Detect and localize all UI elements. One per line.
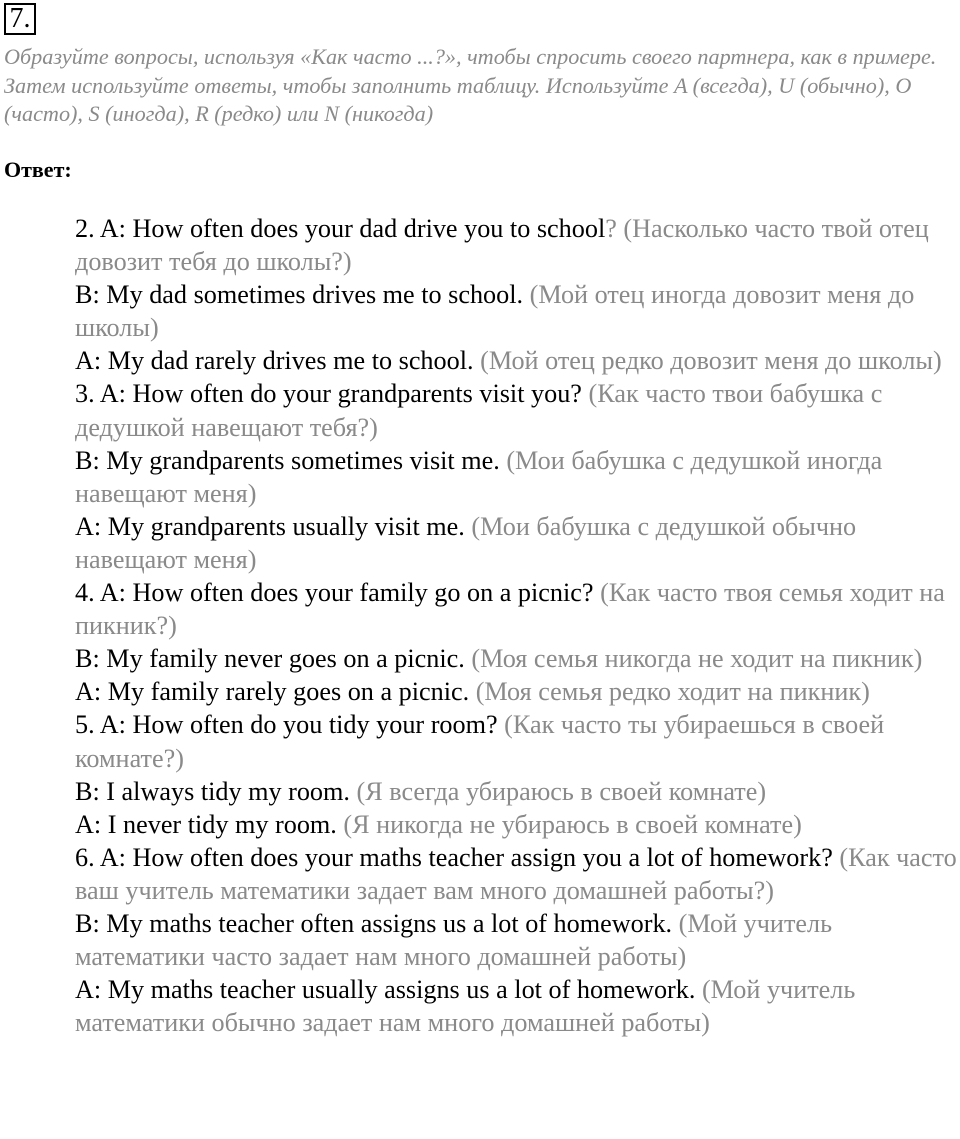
task-number-box: 7. xyxy=(4,3,36,35)
russian-translation: (Моя семья редко ходит на пикник) xyxy=(469,677,870,707)
russian-translation: (Как часто твои бабушка с дедушкой навещают тебя?) xyxy=(75,379,883,442)
english-sentence: A: My dad rarely drives me to school. xyxy=(75,346,474,376)
english-sentence: A: My maths teacher usually assigns us a lot of homework. xyxy=(75,975,696,1005)
answer-line xyxy=(75,212,960,278)
russian-translation: (Мой отец редко довозит меня до школы) xyxy=(473,346,942,376)
english-sentence: A: My grandparents usually visit me. xyxy=(75,511,465,541)
russian-translation: (Я всегда убираюсь в своей комнате) xyxy=(349,776,767,806)
russian-translation: (Моя семья никогда не ходит на пикник) xyxy=(464,644,923,674)
answer-line xyxy=(75,278,960,344)
russian-translation: (Мои бабушка с дедушкой обычно навещают меня) xyxy=(75,511,857,574)
english-sentence: B: My grandparents sometimes visit me. xyxy=(75,445,500,475)
answer-line xyxy=(75,576,960,642)
russian-translation: (Как часто твоя семья ходит на пикник?) xyxy=(75,578,945,641)
answer-line xyxy=(75,377,960,443)
answer-line xyxy=(75,642,960,675)
answer-label: Ответ: xyxy=(4,157,72,182)
answer-line xyxy=(75,841,960,907)
russian-translation: (Я никогда не убираюсь в своей комнате) xyxy=(336,809,802,839)
russian-translation: ? (Насколько часто твой отец довозит тебя до школы?) xyxy=(75,214,929,277)
answer-line xyxy=(75,973,960,1039)
answer-line xyxy=(75,344,960,377)
russian-translation: (Как часто ваш учитель математики задает вам много домашней работы?) xyxy=(75,842,957,905)
english-sentence: B: My family never goes on a picnic. xyxy=(75,644,465,674)
english-sentence: A: My family rarely goes on a picnic. xyxy=(75,677,470,707)
answer-line xyxy=(75,775,960,808)
russian-translation: (Мои бабушка с дедушкой иногда навещают меня) xyxy=(75,445,883,508)
answer-line xyxy=(75,444,960,510)
english-sentence: 4. A: How often does your family go on a picnic? xyxy=(75,578,594,608)
english-sentence: B: My dad sometimes drives me to school. xyxy=(75,280,524,310)
task-instruction: Образуйте вопросы, используя «Как часто ...?», чтобы спросить своего партнера, как в примере. Затем используйте ответы, чтобы заполнить таблицу. Используйте A (всегда), U (обычно), O (часто), S (иногда), R (редко) или N (никогда) xyxy=(4,44,937,126)
english-sentence: 3. A: How often do your grandparents visit you? xyxy=(75,379,582,409)
russian-translation: (Мой отец иногда довозит меня до школы) xyxy=(75,280,915,343)
russian-translation: (Мой учитель математики обычно задает нам много домашней работы) xyxy=(75,975,856,1038)
english-sentence: B: My maths teacher often assigns us a lot of homework. xyxy=(75,908,673,938)
answer-line xyxy=(75,708,960,774)
answer-line xyxy=(75,675,960,708)
answer-line xyxy=(75,510,960,576)
answer-line xyxy=(75,907,960,973)
english-sentence: 2. A: How often does your dad drive you to school xyxy=(75,214,606,243)
english-sentence: 5. A: How often do you tidy your room? xyxy=(75,710,498,740)
answer-list xyxy=(75,212,960,1039)
answer-line xyxy=(75,808,960,841)
english-sentence: A: I never tidy my room. xyxy=(75,809,337,839)
russian-translation: (Мой учитель математики часто задает нам много домашней работы) xyxy=(75,908,833,972)
english-sentence: B: I always tidy my room. xyxy=(75,776,350,806)
russian-translation: (Как часто ты убираешься в своей комнате?) xyxy=(75,710,885,773)
english-sentence: 6. A: How often does your maths teacher assign you a lot of homework? xyxy=(75,842,833,872)
